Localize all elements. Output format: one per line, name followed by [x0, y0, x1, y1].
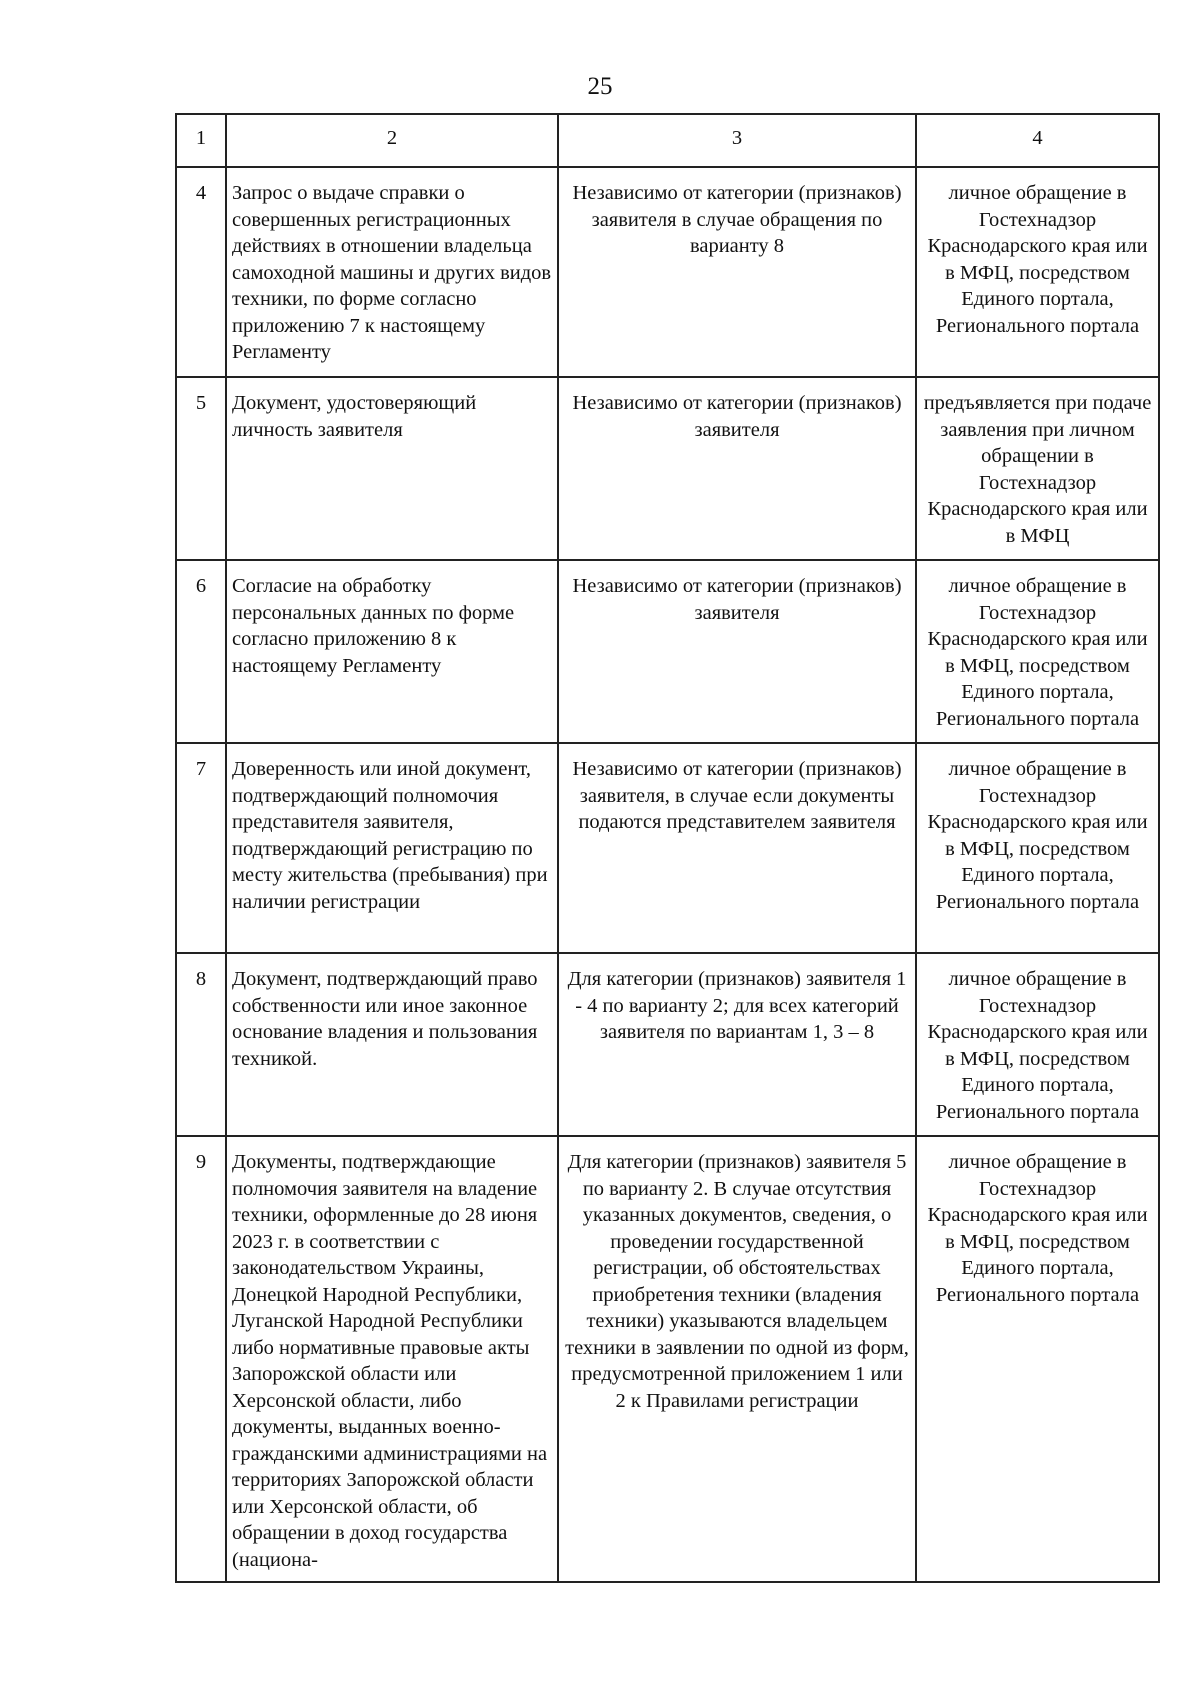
row-number: 9	[176, 1136, 226, 1582]
column-header-4: 4	[916, 114, 1159, 167]
row-number: 7	[176, 743, 226, 953]
submission-method: личное обращение в Гостехнадзор Краснодарского края или в МФЦ, посредством Единого портала, Регионального портала	[916, 1136, 1159, 1582]
document-description: Документы, подтверждающие полномочия заявителя на владение техники, оформленные до 28 июня 2023 г. в соответствии с законодательством Украины, Донецкой Народной Республики, Луганской Народной Республики либо нормативные правовые акты Запорожской области или Херсонской области, либо документы, выданных военно-гражданскими администрациями на территориях Запорожской области или Херсонской области, об обращении в доход государства (национа-	[226, 1136, 558, 1582]
submission-method: личное обращение в Гостехнадзор Краснодарского края или в МФЦ, посредством Единого портала, Регионального портала	[916, 167, 1159, 377]
table-row	[176, 743, 1159, 953]
submission-method: личное обращение в Гостехнадзор Краснодарского края или в МФЦ, посредством Единого портала, Регионального портала	[916, 953, 1159, 1136]
submission-method: предъявляется при подаче заявления при личном обращении в Гостехнадзор Краснодарского края или в МФЦ	[916, 377, 1159, 560]
applicant-condition: Для категории (признаков) заявителя 1 - 4 по варианту 2; для всех категорий заявителя по вариантам 1, 3 – 8	[558, 953, 916, 1136]
table-row	[176, 953, 1159, 1136]
row-number: 4	[176, 167, 226, 377]
documents-table	[175, 113, 1160, 1583]
table-row	[176, 560, 1159, 743]
table-header-row	[176, 114, 1159, 167]
submission-method: личное обращение в Гостехнадзор Краснодарского края или в МФЦ, посредством Единого портала, Регионального портала	[916, 560, 1159, 743]
row-number: 5	[176, 377, 226, 560]
row-number: 6	[176, 560, 226, 743]
applicant-condition: Независимо от категории (признаков) заявителя, в случае если документы подаются представителем заявителя	[558, 743, 916, 953]
applicant-condition: Независимо от категории (признаков) заявителя в случае обращения по варианту 8	[558, 167, 916, 377]
applicant-condition: Независимо от категории (признаков) заявителя	[558, 377, 916, 560]
document-description: Доверенность или иной документ, подтверждающий полномочия представителя заявителя, подтверждающий регистрацию по месту жительства (пребывания) при наличии регистрации	[226, 743, 558, 953]
document-description: Запрос о выдаче справки о совершенных регистрационных действиях в отношении владельца самоходной машины и других видов техники, по форме согласно приложению 7 к настоящему Регламенту	[226, 167, 558, 377]
table-row	[176, 377, 1159, 560]
table-row	[176, 1136, 1159, 1582]
document-description: Документ, удостоверяющий личность заявителя	[226, 377, 558, 560]
table-row	[176, 167, 1159, 377]
column-header-3: 3	[558, 114, 916, 167]
column-header-2: 2	[226, 114, 558, 167]
document-description: Согласие на обработку персональных данных по форме согласно приложению 8 к настоящему Регламенту	[226, 560, 558, 743]
applicant-condition: Для категории (признаков) заявителя 5 по варианту 2. В случае отсутствия указанных документов, сведения, о проведении государственной регистрации, об обстоятельствах приобретения техники (владения техники) указываются владельцем техники в заявлении по одной из форм, предусмотренной приложением 1 или 2 к Правилами регистрации	[558, 1136, 916, 1582]
applicant-condition: Независимо от категории (признаков) заявителя	[558, 560, 916, 743]
column-header-1: 1	[176, 114, 226, 167]
page-number: 25	[587, 73, 613, 100]
document-description: Документ, подтверждающий право собственности или иное законное основание владения и пользования техникой.	[226, 953, 558, 1136]
row-number: 8	[176, 953, 226, 1136]
submission-method: личное обращение в Гостехнадзор Краснодарского края или в МФЦ, посредством Единого портала, Регионального портала	[916, 743, 1159, 953]
